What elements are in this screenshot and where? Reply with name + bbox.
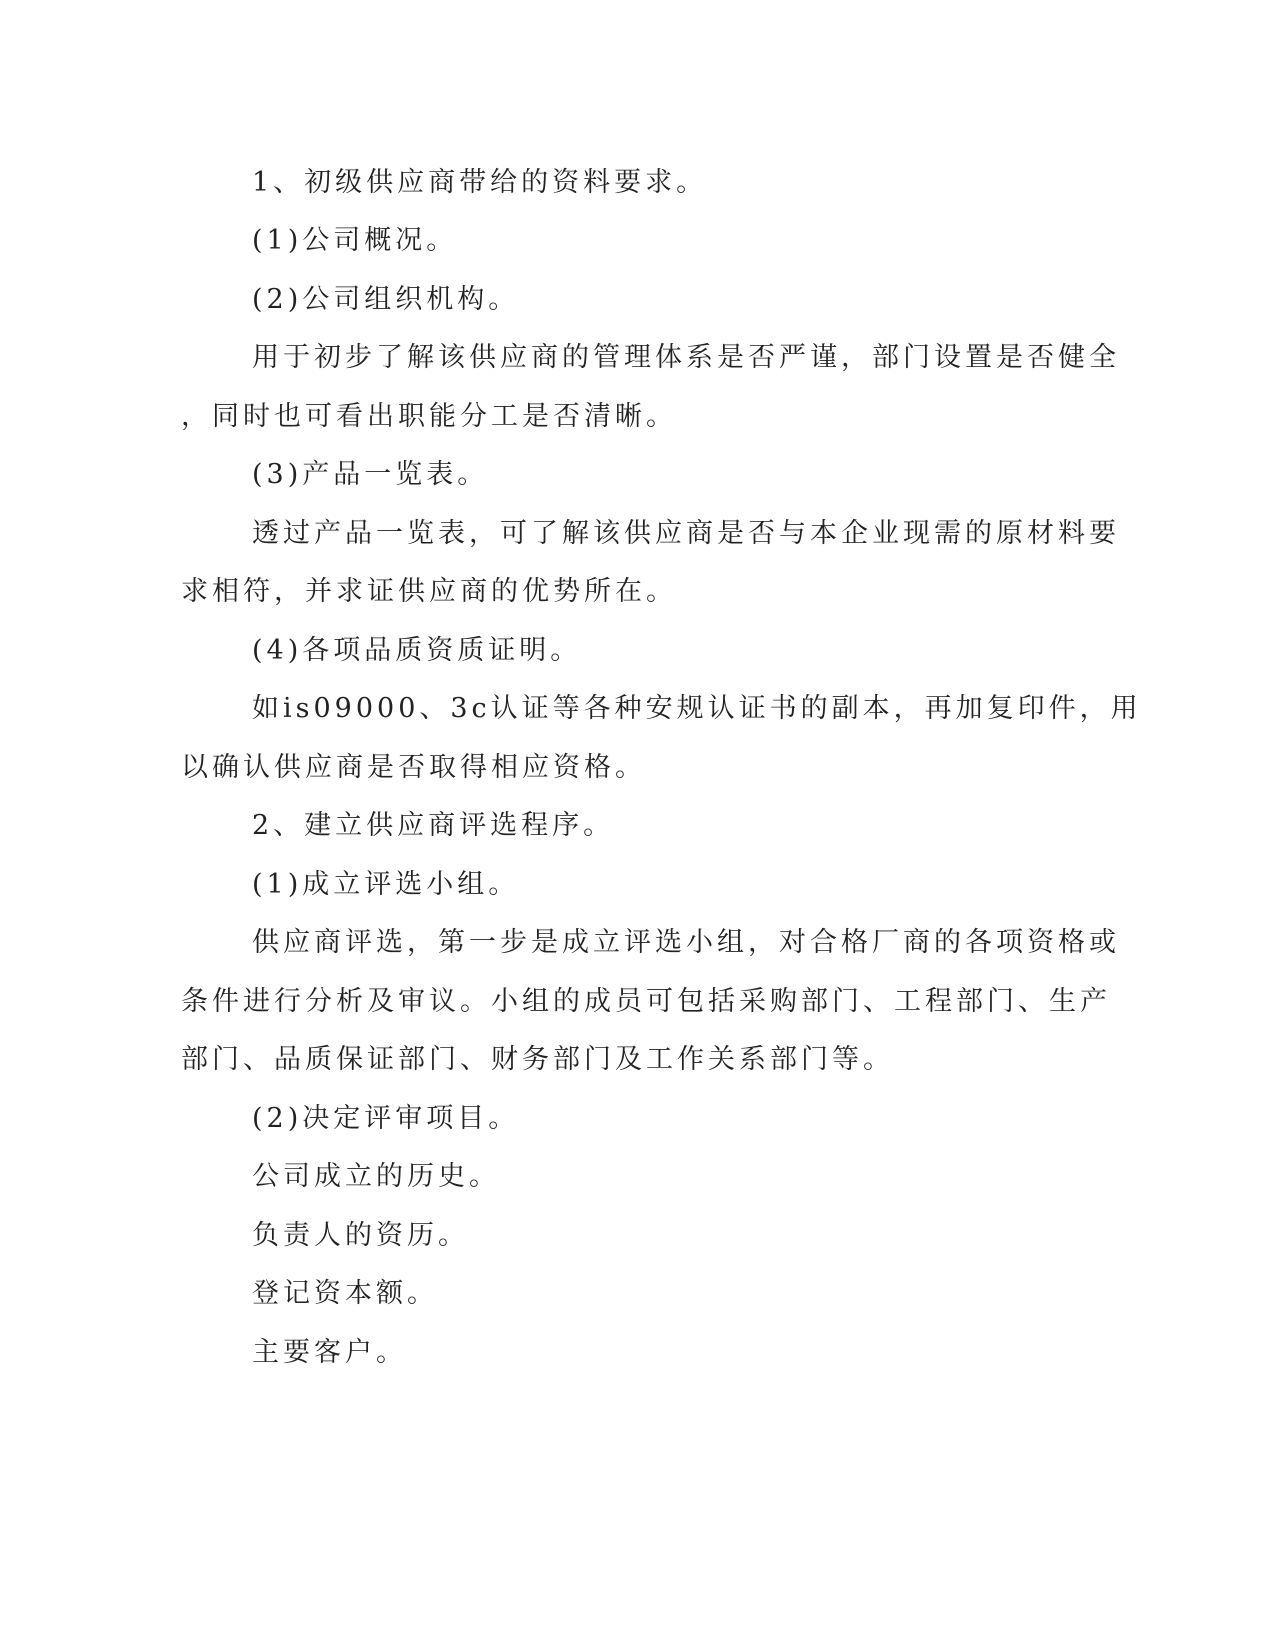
list-item-review-items: (2)决定评审项目。	[252, 1103, 520, 1134]
list-item-quality-certificates: (4)各项品质资质证明。	[252, 635, 582, 666]
paragraph-line: 如is09000、3c认证等各种安规认证书的副本，再加复印件，用	[252, 693, 1142, 724]
list-item-company-overview: (1)公司概况。	[252, 225, 458, 256]
paragraph-line: 求相符，并求证供应商的优势所在。	[181, 576, 677, 607]
paragraph-line: 部门、品质保证部门、财务部门及工作关系部门等。	[181, 1044, 894, 1075]
paragraph-line: 以确认供应商是否取得相应资格。	[181, 752, 646, 783]
list-item-product-list: (3)产品一览表。	[252, 459, 489, 490]
paragraph-line: 透过产品一览表，可了解该供应商是否与本企业现需的原材料要	[252, 518, 1120, 549]
section-heading-2: 2、建立供应商评选程序。	[252, 810, 615, 841]
list-item-org-structure: (2)公司组织机构。	[252, 284, 520, 315]
paragraph-line: ，同时也可看出职能分工是否清晰。	[181, 401, 677, 432]
section-heading-1: 1、初级供应商带给的资料要求。	[252, 167, 708, 198]
review-item: 主要客户。	[252, 1337, 407, 1368]
list-item-form-team: (1)成立评选小组。	[252, 869, 520, 900]
paragraph-line: 条件进行分析及审议。小组的成员可包括采购部门、工程部门、生产	[181, 986, 1111, 1017]
paragraph-line: 供应商评选，第一步是成立评选小组，对合格厂商的各项资格或	[252, 927, 1120, 958]
review-item: 负责人的资历。	[252, 1220, 469, 1251]
review-item: 公司成立的历史。	[252, 1161, 500, 1192]
paragraph-line: 用于初步了解该供应商的管理体系是否严谨，部门设置是否健全	[252, 342, 1120, 373]
review-item: 登记资本额。	[252, 1278, 438, 1309]
